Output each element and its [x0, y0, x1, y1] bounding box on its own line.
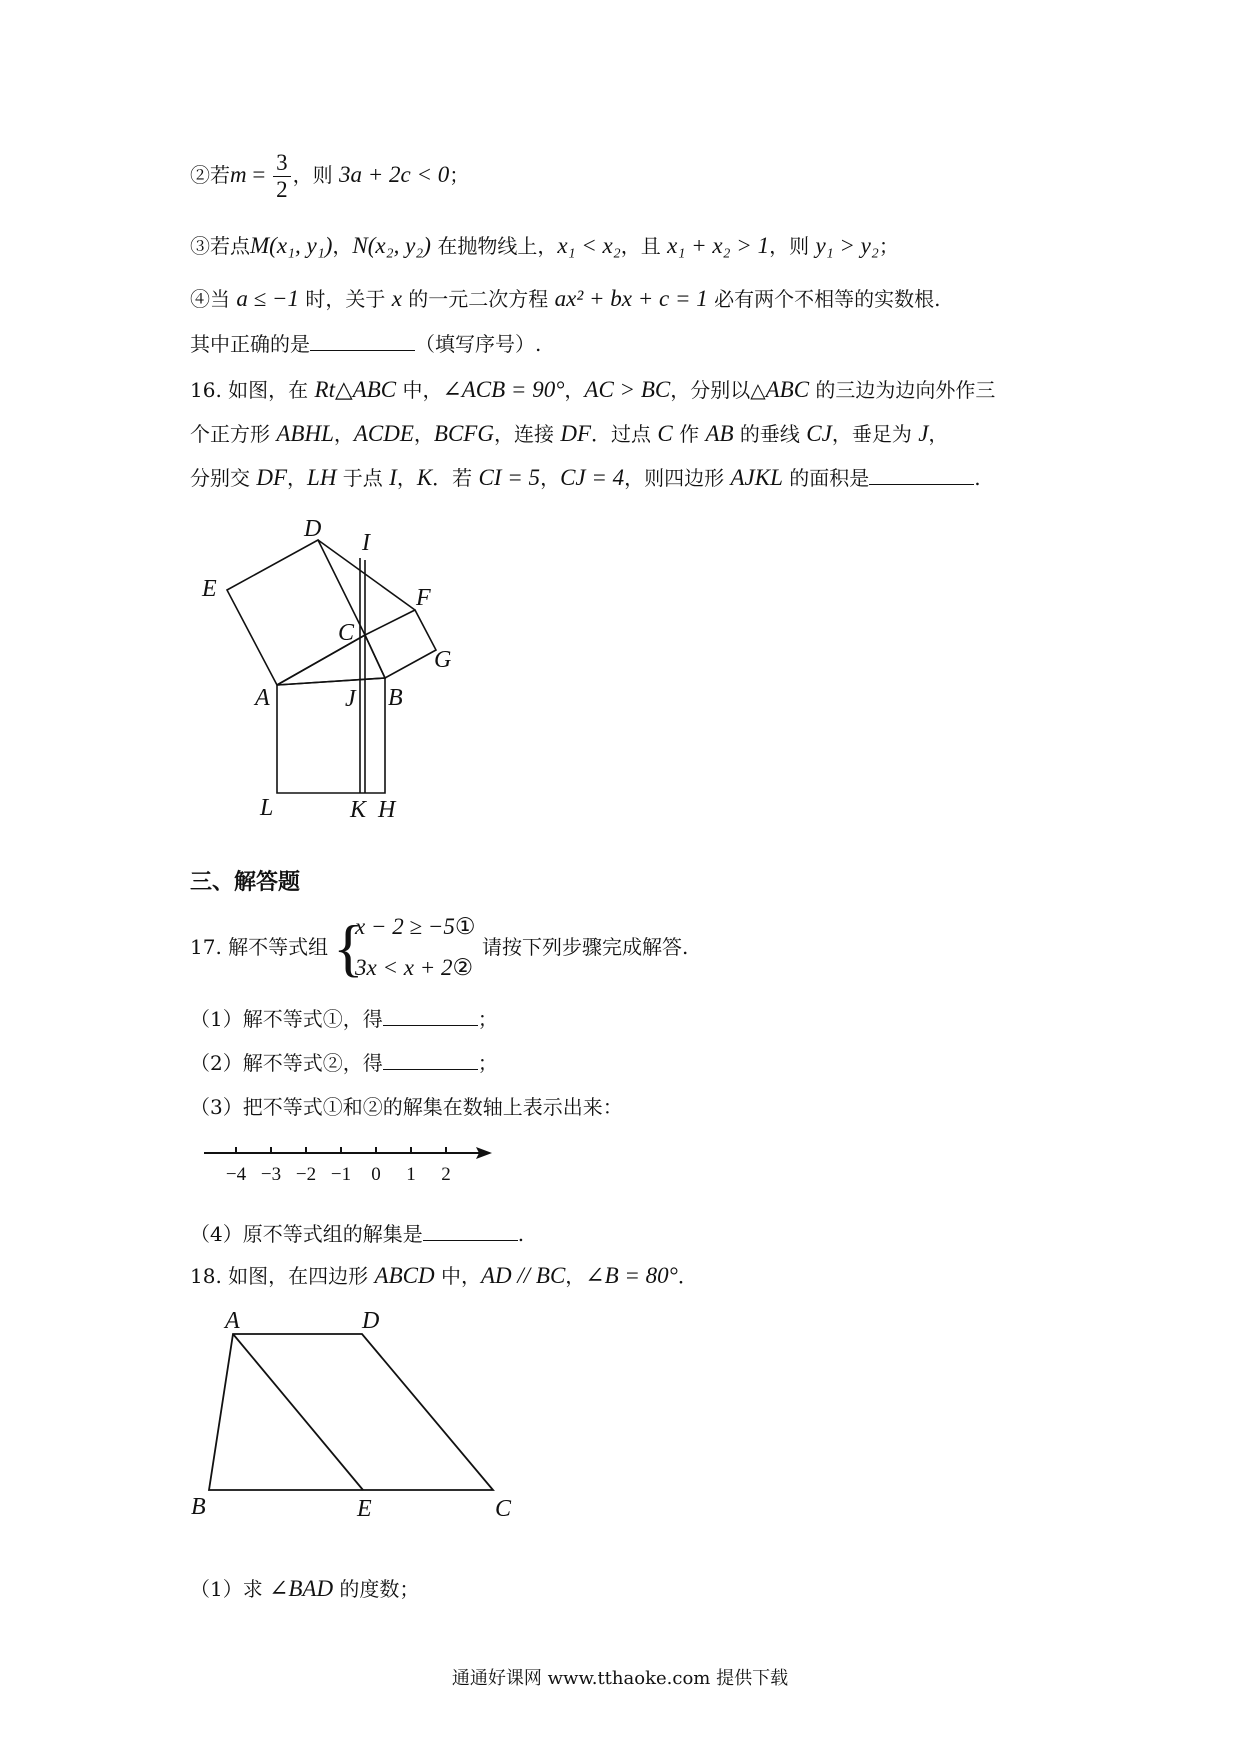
label-f: F [416, 585, 431, 611]
axis-tick-label: 2 [441, 1164, 451, 1185]
q16-text: 作 [672, 422, 706, 446]
answer-blank-16[interactable] [869, 466, 974, 485]
var-m: m [230, 162, 247, 187]
q16-text: 16. 如图，在 [190, 378, 315, 402]
label-i: I [362, 530, 370, 556]
q18-part-1 [190, 1575, 419, 1603]
q18-math: ∠B = 80° [585, 1263, 678, 1288]
q16-text: ，垂足为 [831, 422, 919, 446]
statement-4 [190, 285, 940, 313]
q16-text: ．若 [432, 466, 479, 490]
equals: = [246, 162, 272, 187]
statement-3 [190, 232, 899, 260]
part-1-text: （1）求 [190, 1577, 270, 1601]
step-1-text: （1）解不等式①，得 [190, 1007, 383, 1031]
question-17 [190, 933, 328, 961]
figure-18-quadrilateral [185, 1300, 525, 1525]
part-1-suffix: 的度数； [333, 1577, 420, 1601]
q16-math: AB [705, 421, 734, 446]
label-b: B [388, 685, 403, 711]
q16-math: J [918, 421, 929, 446]
q16-text: ， [396, 466, 417, 490]
q18-text: 中， [434, 1264, 481, 1288]
q16-text: ，分别以△ [670, 378, 766, 402]
q17-step-4 [190, 1220, 524, 1248]
answer-prefix: 其中正确的是 [190, 332, 310, 356]
axis-tick-label: −3 [260, 1164, 282, 1185]
q16-math: ABHL [276, 421, 334, 446]
q17-instruction-text: 请按下列步骤完成解答. [482, 935, 689, 959]
q18-text: ， [565, 1264, 586, 1288]
statement-3-text2: ，且 [620, 234, 668, 258]
q16-text: ，则四边形 [624, 466, 731, 490]
answer-blank-17-4[interactable] [423, 1222, 518, 1241]
label-e: E [357, 1496, 372, 1522]
statement-3-text1: 在抛物线上， [430, 234, 558, 258]
q17-step-2 [190, 1049, 498, 1077]
triangle-abc [277, 635, 385, 685]
square-abhl [277, 678, 385, 793]
question-15-answer [190, 330, 541, 358]
q16-text: ，连接 [493, 422, 561, 446]
label-l: L [260, 795, 274, 821]
label-b: B [191, 1494, 206, 1520]
number-line[interactable] [200, 1140, 500, 1190]
axis-tick-label: 0 [371, 1164, 381, 1185]
statement-3-text3: ，则 [769, 234, 816, 258]
q16-text: 于点 [336, 466, 390, 490]
q16-math: BCFG [433, 421, 494, 446]
label-k: K [350, 797, 367, 823]
square-acde [227, 540, 365, 685]
statement-4-text1: 时，关于 [299, 287, 392, 311]
q16-text: ， [333, 422, 354, 446]
q17-instruction [482, 933, 688, 961]
q16-text: 的面积是 [782, 466, 870, 490]
q16-text: ， [413, 422, 434, 446]
q16-text: . [974, 466, 981, 490]
q16-text: 个正方形 [190, 422, 277, 446]
question-16-line-1 [190, 376, 995, 404]
q16-math: AC > BC [584, 377, 671, 402]
statement-4-prefix: ④当 [190, 287, 237, 311]
q16-math: LH [307, 465, 337, 490]
q16-text: 的垂线 [733, 422, 807, 446]
q16-math: ∠ACB = 90° [442, 377, 565, 402]
point-m: M(x₁, y₁) [250, 233, 333, 258]
question-16-line-3 [190, 464, 981, 492]
angle-bad: ∠BAD [269, 1576, 334, 1601]
answer-suffix: （填写序号）. [415, 332, 542, 356]
q16-math: C [657, 421, 673, 446]
fraction-numerator: 3 [273, 150, 291, 177]
label-d: D [362, 1308, 380, 1334]
axis-tick-label: 1 [406, 1164, 416, 1185]
inequality-system-brace: { [333, 912, 364, 983]
q18-text: 18. 如图，在四边形 [190, 1264, 375, 1288]
inequality-2-expr: 3x < x + 2 [355, 955, 453, 980]
q16-math: DF [256, 465, 288, 490]
label-a: A [225, 1308, 240, 1334]
q17-prefix: 17. 解不等式组 [190, 935, 329, 959]
q17-step-3 [190, 1093, 623, 1121]
statement-3-text4: ； [878, 234, 899, 258]
q16-text: 中， [396, 378, 443, 402]
answer-blank-17-1[interactable] [383, 1007, 478, 1026]
q18-math: AD // BC [480, 1263, 566, 1288]
question-18 [190, 1262, 698, 1290]
label-g: G [434, 647, 452, 673]
step-4-suffix: . [517, 1222, 525, 1246]
cond-a: a ≤ −1 [236, 286, 300, 311]
q16-text: 的三边为边向外作三 [809, 378, 996, 402]
q16-math: ACDE [353, 421, 414, 446]
q16-text: ， [540, 466, 561, 490]
segment-ae [233, 1334, 363, 1490]
inequality-2-mark: ② [452, 955, 474, 980]
q16-text: ．过点 [591, 422, 658, 446]
q16-math: CJ = 4 [560, 465, 625, 490]
axis-tick-label: −2 [295, 1164, 317, 1185]
quadratic-equation: ax² + bx + c = 1 [554, 286, 708, 311]
q16-text: ， [287, 466, 308, 490]
q16-math: CJ [806, 421, 832, 446]
fraction-3-2 [273, 150, 291, 203]
var-x: x [391, 286, 402, 311]
step-3-text: （3）把不等式①和②的解集在数轴上表示出来： [190, 1095, 623, 1119]
step-2-suffix: ； [477, 1051, 498, 1075]
statement-4-text3: 必有两个不相等的实数根. [707, 287, 941, 311]
q16-math: K [416, 465, 433, 490]
axis-tick-label: −4 [225, 1164, 247, 1185]
step-4-text: （4）原不等式组的解集是 [190, 1222, 423, 1246]
axis-tick-label: −1 [330, 1164, 352, 1185]
step-1-suffix: ； [477, 1007, 498, 1031]
label-e: E [202, 576, 217, 602]
statement-2-prefix: ②若 [190, 163, 230, 187]
statement-4-text2: 的一元二次方程 [401, 287, 555, 311]
statement-2-tail: ； [449, 163, 470, 187]
answer-blank-17-2[interactable] [383, 1051, 478, 1070]
cond-1: x₁ < x₂ [557, 233, 621, 258]
cond-3: y₁ > y₂ [815, 233, 879, 258]
inequality-2 [355, 954, 473, 982]
square-bcfg [365, 610, 436, 678]
answer-blank-15[interactable] [310, 332, 415, 351]
inequality-1-expr: x − 2 ≥ −5 [355, 914, 455, 939]
page-footer: 通通好课网 www.tthaoke.com 提供下载 [451, 1668, 789, 1689]
label-j: J [345, 686, 356, 712]
q18-math: ABCD [374, 1263, 435, 1288]
statement-2-expr: 3a + 2c < 0 [338, 162, 450, 187]
q17-step-1 [190, 1005, 498, 1033]
question-16-line-2 [190, 420, 948, 448]
inequality-1-mark: ① [454, 914, 476, 939]
figure-16-squares [190, 520, 490, 840]
q16-text: ， [564, 378, 585, 402]
statement-3-prefix: ③若点 [190, 234, 250, 258]
section-heading: 三、解答题 [190, 870, 301, 895]
q16-math: AJKL [730, 465, 783, 490]
label-d: D [304, 520, 322, 542]
q16-math: I [389, 465, 397, 490]
step-2-text: （2）解不等式②，得 [190, 1051, 383, 1075]
q16-math: DF [560, 421, 592, 446]
fraction-denominator: 2 [276, 177, 288, 202]
point-n: N(x₂, y₂) [352, 233, 431, 258]
q16-math: CI = 5 [478, 465, 541, 490]
q16-math: ABC [765, 377, 810, 402]
cond-2: x₁ + x₂ > 1 [667, 233, 770, 258]
q16-text: ， [928, 422, 949, 446]
q16-text: 分别交 [190, 466, 257, 490]
q18-text: ． [677, 1264, 698, 1288]
label-a: A [255, 685, 270, 711]
q16-math: Rt△ABC [314, 377, 397, 402]
separator: ， [332, 234, 353, 258]
label-c: C [495, 1496, 512, 1522]
statement-2-mid: ，则 [292, 163, 339, 187]
statement-2 [190, 150, 469, 203]
inequality-1 [355, 913, 476, 941]
label-c: C [338, 620, 355, 646]
label-h: H [378, 797, 396, 823]
